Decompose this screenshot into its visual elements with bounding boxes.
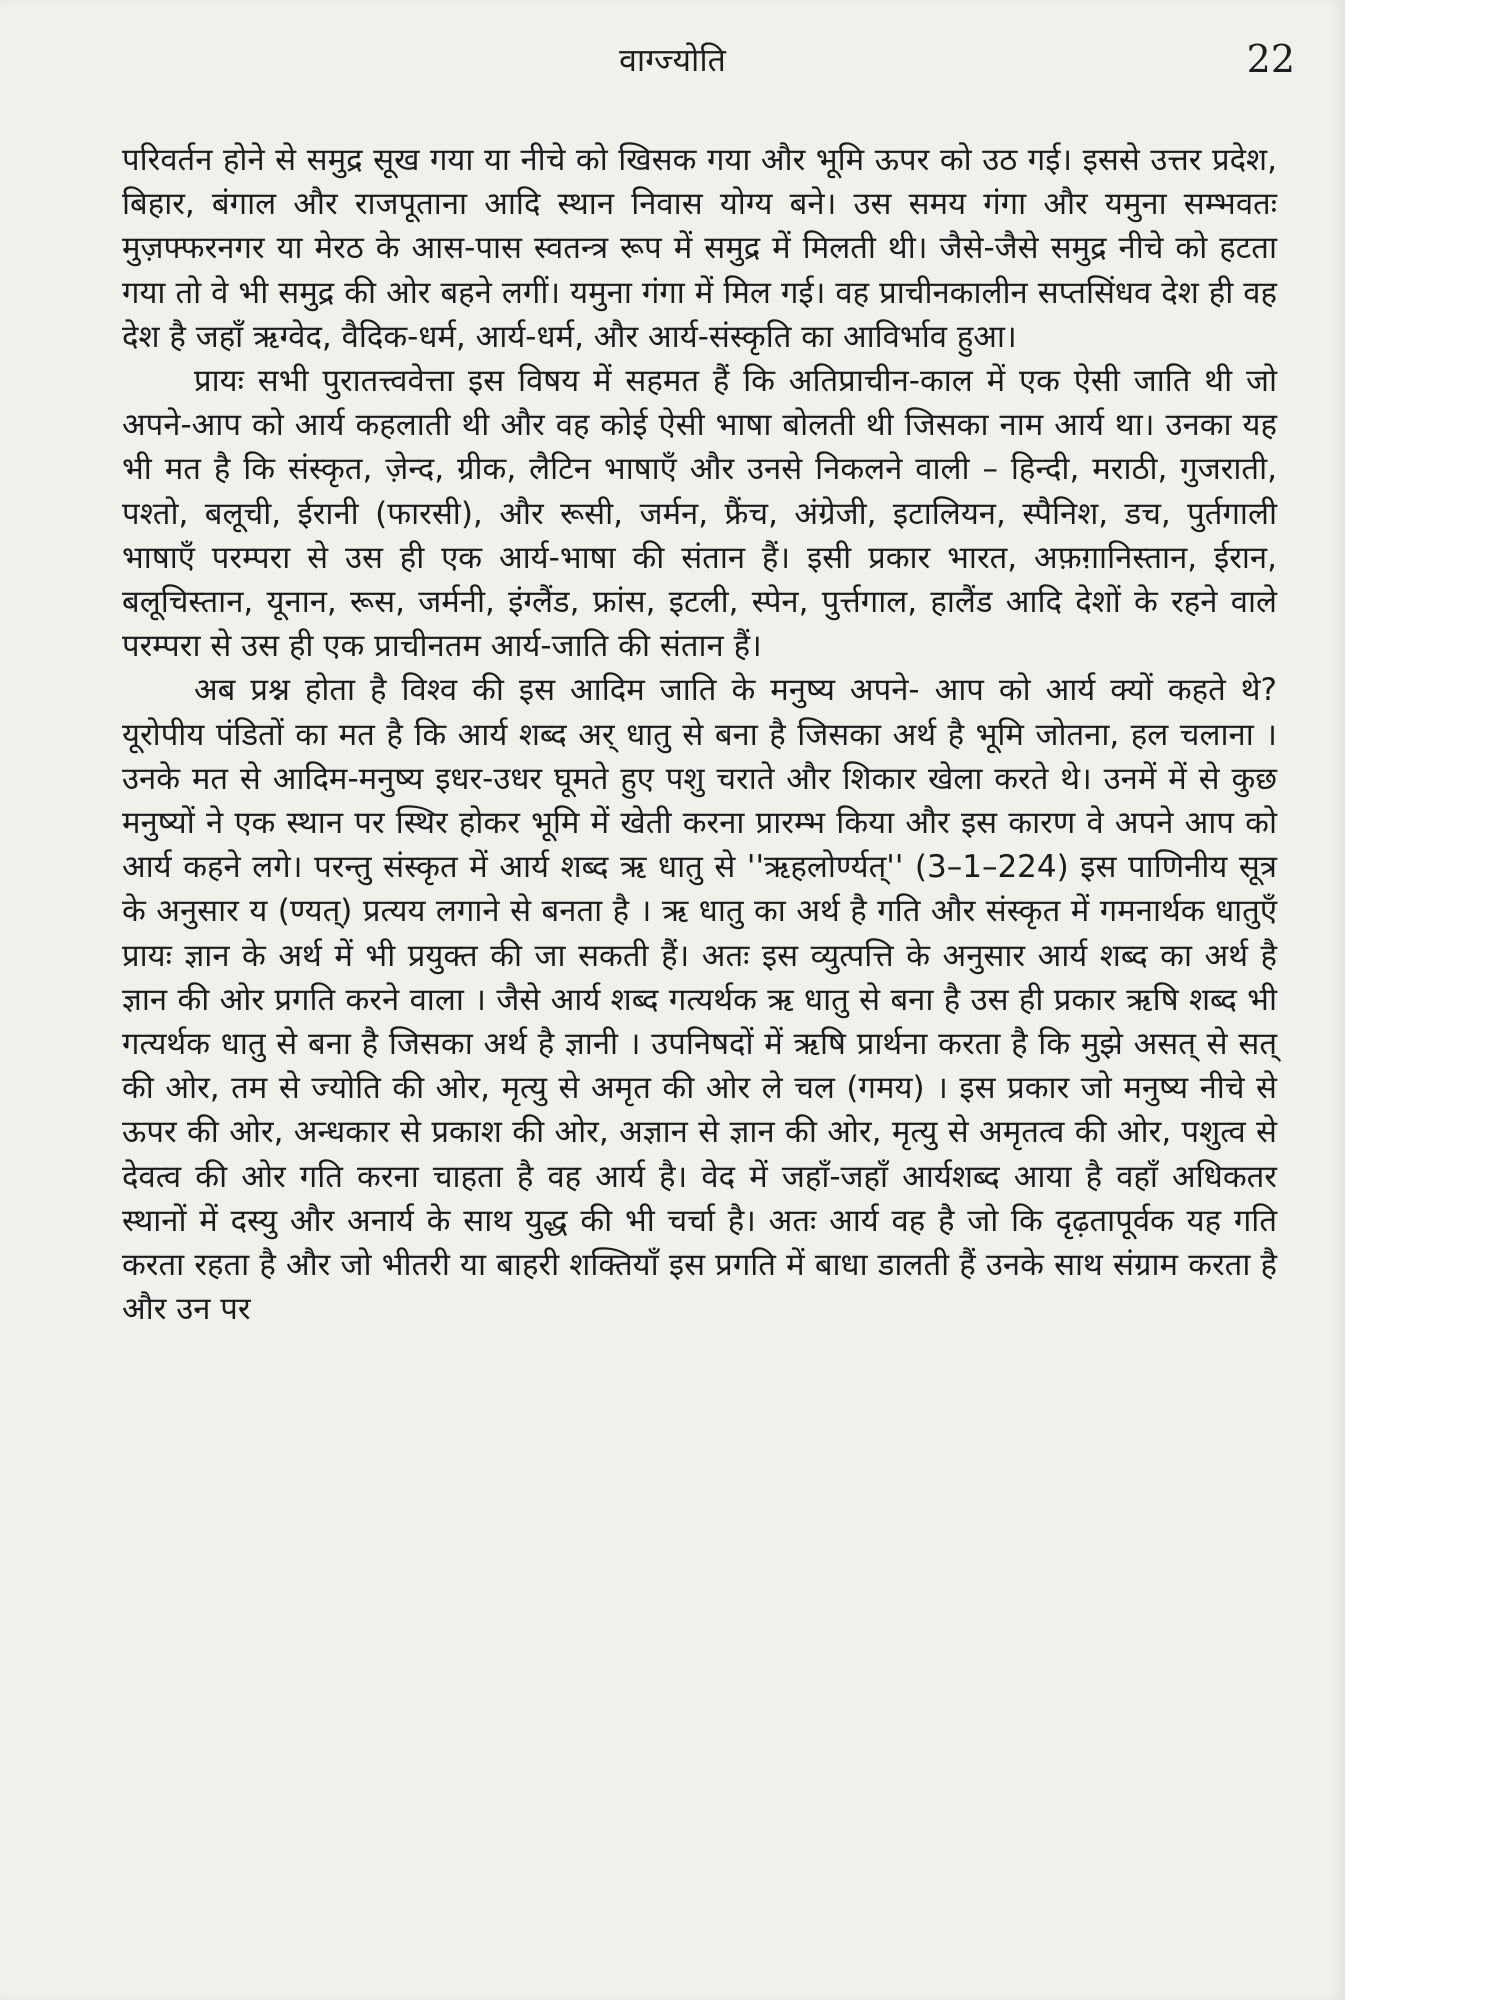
page-body bbox=[122, 138, 1277, 1331]
page-number: 22 bbox=[1246, 37, 1295, 81]
paragraph-2: प्रायः सभी पुरातत्त्ववेत्ता इस विषय में सहमत हैं कि अतिप्राचीन-काल में एक ऐसी जाति थी जो अपने-आप को आर्य कहलाती थी और वह कोई ऐसी भाषा बोलती थी जिसका नाम आर्य था। उनका यह भी मत है कि संस्कृत, ज़ेन्द, ग्रीक, लैटिन भाषाएँ और उनसे निकलने वाली – हिन्दी, मराठी, गुजराती, पश्तो, बलूची, ईरानी (फारसी), और रूसी, जर्मन, फ्रैंच, अंग्रेजी, इटालियन, स्पैनिश, डच, पुर्तगाली भाषाएँ परम्परा से उस ही एक आर्य-भाषा की संतान हैं। इसी प्रकार भारत, अफ़ग़ानिस्तान, ईरान, बलूचिस्तान, यूनान, रूस, जर्मनी, इंग्लैंड, फ्रांस, इटली, स्पेन, पुर्त्तगाल, हालैंड आदि देशों के रहने वाले परम्परा से उस ही एक प्राचीनतम आर्य-जाति की संतान हैं। bbox=[122, 363, 1277, 665]
page-margin-background bbox=[1345, 0, 1500, 2000]
paragraph-1: परिवर्तन होने से समुद्र सूख गया या नीचे को खिसक गया और भूमि ऊपर को उठ गई। इससे उत्तर प्रदेश, बिहार, बंगाल और राजपूताना आदि स्थान निवास योग्य बने। उस समय गंगा और यमुना सम्भवतः मुज़फ्फरनगर या मेरठ के आस-पास स्वतन्त्र रूप में समुद्र में मिलती थी। जैसे-जैसे समुद्र नीचे को हटता गया तो वे भी समुद्र की ओर बहने लगीं। यमुना गंगा में मिल गई। वह प्राचीनकालीन सप्तसिंधव देश ही वह देश है जहाँ ऋग्वेद, वैदिक-धर्म, आर्य-धर्म, और आर्य-संस्कृति का आविर्भाव हुआ। bbox=[122, 142, 1277, 355]
paragraph-3: अब प्रश्न होता है विश्व की इस आदिम जाति के मनुष्य अपने- आप को आर्य क्यों कहते थे? यूरोपीय पंडितों का मत है कि आर्य शब्द अर् धातु से बना है जिसका अर्थ है भूमि जोतना, हल चलाना । उनके मत से आदिम-मनुष्य इधर-उधर घूमते हुए पशु चराते और शिकार खेला करते थे। उनमें में से कुछ मनुष्यों ने एक स्थान पर स्थिर होकर भूमि में खेती करना प्रारम्भ किया और इस कारण वे अपने आप को आर्य कहने लगे। परन्तु संस्कृत में आर्य शब्द ऋ धातु से ''ऋहलोर्ण्यत्'' (3–1–224) इस पाणिनीय सूत्र के अनुसार य (ण्यत्) प्रत्यय लगाने से बनता है । ऋ धातु का अर्थ है गति और संस्कृत में गमनार्थक धातुएँ प्रायः ज्ञान के अर्थ में भी प्रयुक्त की जा सकती हैं। अतः इस व्युत्पत्ति के अनुसार आर्य शब्द का अर्थ है ज्ञान की ओर प्रगति करने वाला । जैसे आर्य शब्द गत्यर्थक ऋ धातु से बना है उस ही प्रकार ऋषि शब्द भी गत्यर्थक धातु से बना है जिसका अर्थ है ज्ञानी । उपनिषदों में ऋषि प्रार्थना करता है कि मुझे असत् से सत् की ओर, तम से ज्योति की ओर, मृत्यु से अमृत की ओर ले चल (गमय) । इस प्रकार जो मनुष्य नीचे से ऊपर की ओर, अन्धकार से प्रकाश की ओर, अज्ञान से ज्ञान की ओर, मृत्यु से अमृतत्व की ओर, पशुत्व से देवत्व की ओर गति करना चाहता है वह आर्य है। वेद में जहाँ-जहाँ आर्यशब्द आया है वहाँ अधिकतर स्थानों में दस्यु और अनार्य के साथ युद्ध की भी चर्चा है। अतः आर्य वह है जो कि दृढ़तापूर्वक यह गति करता रहता है और जो भीतरी या बाहरी शक्तियाँ इस प्रगति में बाधा डालती हैं उनके साथ संग्राम करता है और उन पर bbox=[122, 672, 1278, 1328]
running-header-title: वाग्ज्योति bbox=[619, 41, 726, 79]
